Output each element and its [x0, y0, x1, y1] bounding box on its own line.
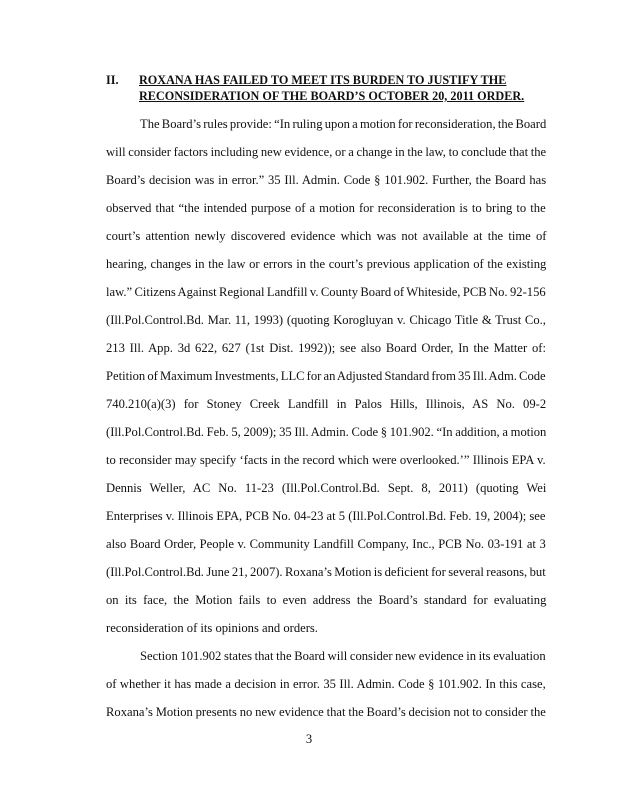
body-line: Section 101.902 states that the Board will consider new evidence in its evaluation — [140, 649, 546, 663]
body-line: hearing, changes in the law or errors in the court’s previous application of the existing — [106, 257, 547, 271]
body-line: observed that “the intended purpose of a motion for reconsideration is to bring to the — [106, 201, 546, 215]
body-line: of whether it has made a decision in error. 35 Ill. Admin. Code § 101.902. In this case, — [106, 677, 546, 691]
body-line: 213 Ill. App. 3d 622, 627 (1st Dist. 1992)); see also Board Order, In the Matter of: — [106, 341, 546, 355]
body-line: Enterprises v. Illinois EPA, PCB No. 04-23 at 5 (Ill.Pol.Control.Bd. Feb. 19, 2004); see — [106, 509, 546, 523]
body-line: (Ill.Pol.Control.Bd. Mar. 11, 1993) (quoting Korogluyan v. Chicago Title & Trust Co., — [106, 313, 546, 327]
page-number: 3 — [305, 732, 313, 746]
body-line: on its face, the Motion fails to even address the Board’s standard for evaluating — [106, 593, 547, 607]
body-line: Dennis Weller, AC No. 11-23 (Ill.Pol.Control.Bd. Sept. 8, 2011) (quoting Wei — [106, 481, 547, 495]
body-line: (Ill.Pol.Control.Bd. Feb. 5, 2009); 35 Ill. Admin. Code § 101.902. “In addition, a motion — [106, 425, 547, 439]
body-line: Roxana’s Motion presents no new evidence that the Board’s decision not to consider the — [106, 705, 546, 719]
section-number: II. — [106, 73, 119, 87]
body-line: 740.210(a)(3) for Stoney Creek Landfill in Palos Hills, Illinois, AS No. 09-2 — [106, 397, 547, 411]
body-line: (Ill.Pol.Control.Bd. June 21, 2007). Roxana’s Motion is deficient for several reasons, but — [106, 565, 546, 579]
body-line: Board’s decision was in error.” 35 Ill. Admin. Code § 101.902. Further, the Board has — [106, 173, 547, 187]
body-line: court’s attention newly discovered evidence which was not available at the time of — [106, 229, 547, 243]
body-line: reconsideration of its opinions and orders. — [106, 621, 318, 635]
body-line: to reconsider may specify ‘facts in the record which were overlooked.’” Illinois EPA v. — [106, 453, 546, 467]
body-line: also Board Order, People v. Community Landfill Company, Inc., PCB No. 03-191 at 3 — [106, 537, 546, 551]
section-title: ROXANA HAS FAILED TO MEET ITS BURDEN TO JUSTIFY THE RECONSIDERATION OF THE BOARD’S OCTOBER 20, 2011 ORDER. — [139, 73, 525, 103]
body-line: Petition of Maximum Investments, LLC for an Adjusted Standard from 35 Ill. Adm. Code — [106, 369, 546, 383]
body-line: will consider factors including new evidence, or a change in the law, to conclude that the — [106, 145, 547, 159]
body-line: law.” Citizens Against Regional Landfill v. County Board of Whiteside, PCB No. 92-156 — [106, 285, 546, 299]
body-line: The Board’s rules provide: “In ruling upon a motion for reconsideration, the Board — [140, 117, 547, 131]
